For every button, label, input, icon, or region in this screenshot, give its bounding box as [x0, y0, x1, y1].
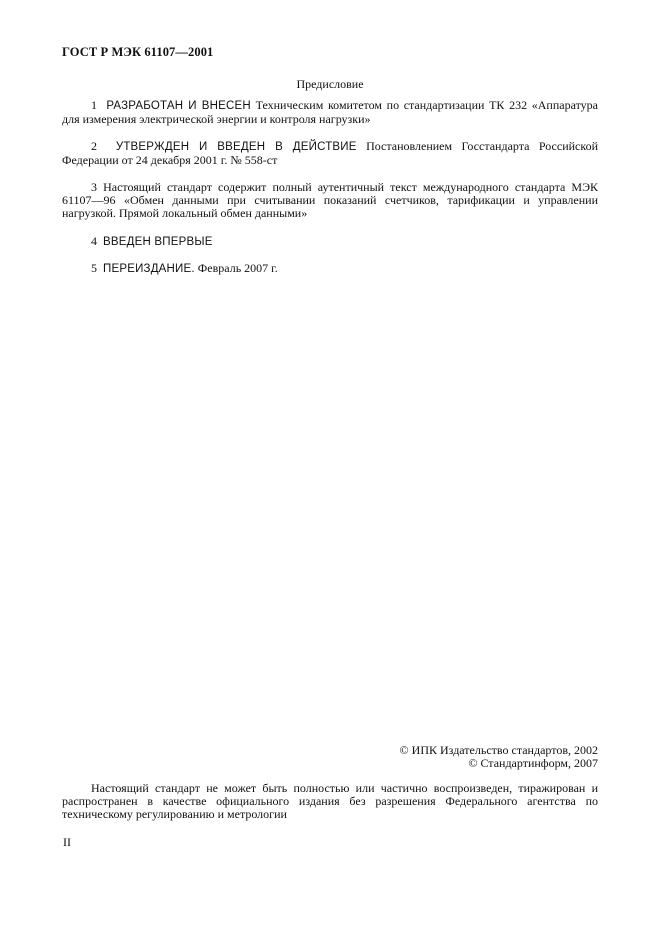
copyright-line: © Стандартинформ, 2007 [468, 756, 598, 770]
item-lead: ПЕРЕИЗДАНИЕ. [103, 263, 195, 275]
item-number: 1 [91, 98, 97, 112]
item-lead: УТВЕРЖДЕН И ВВЕДЕН В ДЕЙСТВИЕ [115, 141, 357, 153]
item-lead: ВВЕДЕН ВПЕРВЫЕ [103, 236, 213, 248]
item-lead: РАЗРАБОТАН И ВНЕСЕН [106, 100, 251, 112]
foreword-item-3 [62, 181, 598, 220]
foreword-title: Предисловие [296, 77, 364, 91]
item-number: 4 [91, 234, 97, 248]
foreword-item-5 [62, 262, 598, 276]
item-number: 3 [91, 180, 97, 194]
item-text: Настоящий стандарт содержит полный аутентичный текст международного стандарта МЭК 61107—96 «Обмен данными при считывании показаний счетчиков, тарификации и управлении нагрузкой. Прямой локальный обмен данными» [62, 180, 598, 220]
page-number: II [63, 835, 71, 849]
item-number: 5 [91, 261, 97, 275]
item-text: Февраль 2007 г. [197, 261, 278, 275]
foreword-item-1 [62, 99, 598, 126]
copyright-block [400, 744, 598, 770]
reproduction-notice: Настоящий стандарт не может быть полностью или частично воспроизведен, тиражирован и распространен в качестве официального издания без разрешения Федерального агентства по техническому регулированию и метрологии [62, 781, 598, 821]
item-text: Постановлением Госстандарта Российской Федерации от 24 декабря 2001 г. № 558-ст [62, 139, 599, 167]
copyright-line: © ИПК Издательство стандартов, 2002 [399, 743, 598, 757]
foreword-item-2 [62, 140, 598, 167]
item-number: 2 [91, 139, 97, 153]
foreword-item-4 [62, 235, 598, 249]
standard-code-header: ГОСТ Р МЭК 61107—2001 [62, 45, 214, 59]
item-text: Техническим комитетом по стандартизации ТК 232 «Аппаратура для измерения электрической энергии и контроля нагрузки» [62, 98, 598, 126]
